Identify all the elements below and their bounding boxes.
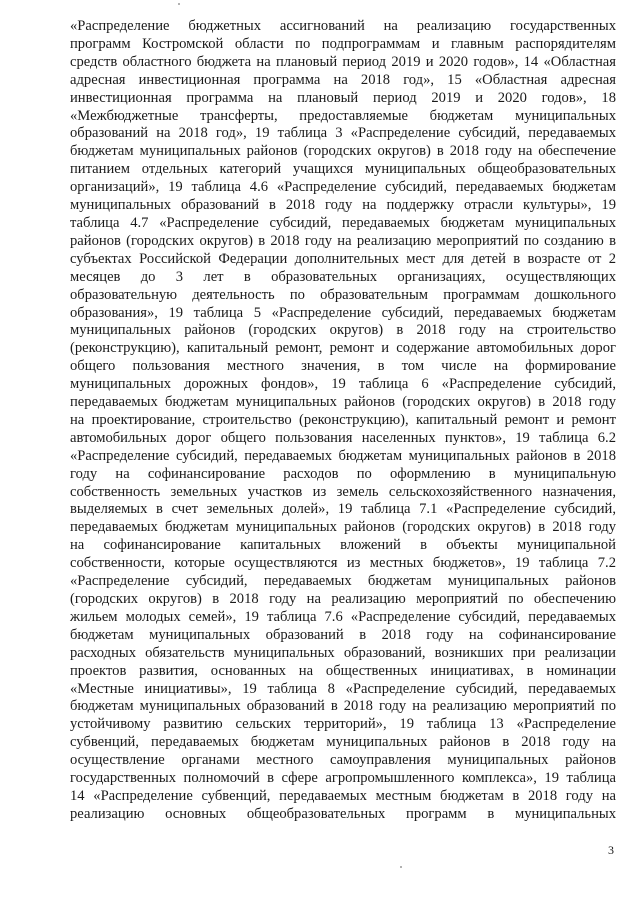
text-line: бюджетам муниципальных районов (городских округов) в 2018 году на обеспечение (70, 143, 616, 160)
page-number: 3 (608, 843, 614, 857)
text-line: автомобильных дорог общего пользования населенных пунктов», 19 таблица 6.2 (70, 429, 616, 446)
text-line: реализацию основных общеобразовательных программ в муниципальных (70, 805, 616, 822)
text-line: «Местные инициативы», 19 таблица 8 «Распределение субсидий, передаваемых (70, 680, 616, 697)
text-line: бюджетам муниципальных образований в 2018 году на реализацию мероприятий по (70, 698, 616, 715)
text-line: расходных обязательств муниципальных образований, возникших при реализации (70, 644, 616, 661)
text-line: общего пользования местного значения, в том числе на формирование (70, 358, 616, 375)
text-line: организаций», 19 таблица 4.6 «Распределение субсидий, передаваемых бюджетам (70, 179, 616, 196)
text-line: проектов развития, основанных на общественных инициативах, в номинации (70, 662, 616, 679)
text-line: передаваемых бюджетам муниципальных районов (городских округов) в 2018 году (70, 394, 616, 411)
text-line: программ Костромской области по подпрограммам и главным распорядителям (70, 35, 616, 52)
text-line: (городских округов) в 2018 году на реализацию мероприятий по обеспечению (70, 591, 616, 607)
text-line: субвенций, передаваемых бюджетам муниципальных районов в 2018 году на (70, 734, 616, 751)
text-line: средств областного бюджета на плановый период 2019 и 2020 годов», 14 «Областная (70, 53, 616, 70)
text-line: 14 «Распределение субвенций, передаваемых местным бюджетам в 2018 году на (70, 787, 616, 804)
text-line: осуществление органами местного самоуправления муниципальных районов (70, 752, 616, 769)
text-line: собственность земельных участков из земель сельскохозяйственного назначения, (70, 483, 616, 500)
text-line: «Межбюджетные трансферты, предоставляемые бюджетам муниципальных (70, 107, 616, 124)
text-line: субъектах Российской Федерации дополнительных мест для детей в возрасте от 2 (70, 250, 616, 267)
text-line: таблица 4.7 «Распределение субсидий, передаваемых бюджетам муниципальных (70, 214, 616, 231)
text-line: образований на 2018 год», 19 таблица 3 «Распределение субсидий, передаваемых (70, 125, 616, 142)
text-line: выделяемых в счет земельных долей», 19 таблица 7.1 «Распределение субсидий, (70, 501, 616, 518)
text-line: инвестиционная программа на плановый период 2019 и 2020 годов», 18 (70, 89, 616, 106)
body-paragraph (70, 18, 616, 824)
text-line: «Распределение бюджетных ассигнований на реализацию государственных (70, 18, 616, 34)
text-line: месяцев до 3 лет в образовательных организациях, осуществляющих (70, 268, 616, 285)
text-line: образовательную деятельность по образовательным программам дошкольного (70, 286, 616, 303)
text-line: районов (городских округов) в 2018 году на реализацию мероприятий по созданию в (70, 232, 616, 249)
text-line: на проектирование, строительство (реконструкцию), капитальный ремонт и ремонт (70, 411, 616, 428)
text-line: образования», 19 таблица 5 «Распределение субсидий, передаваемых бюджетам (70, 304, 616, 321)
text-line: государственных полномочий в сфере агропромышленного комплекса», 19 таблица (70, 770, 616, 787)
text-line: «Распределение субсидий, передаваемых бюджетам муниципальных районов в 2018 (70, 447, 616, 464)
scan-speck (400, 866, 402, 868)
text-line: на софинансирование капитальных вложений в объекты муниципальной (70, 537, 616, 554)
text-line: (реконструкцию), капитальный ремонт, ремонт и содержание автомобильных дорог (70, 340, 616, 357)
text-line: бюджетам муниципальных образований в 2018 году на софинансирование (70, 626, 616, 643)
scan-speck (178, 3, 180, 5)
text-line: муниципальных районов (городских округов) в 2018 году на строительство (70, 322, 616, 339)
text-line: устойчивому развитию сельских территорий», 19 таблица 13 «Распределение (70, 716, 616, 733)
text-line: питанием отдельных категорий учащихся муниципальных общеобразовательных (70, 161, 616, 178)
text-line: адресная инвестиционная программа на 2018 год», 15 «Областная адресная (70, 71, 616, 88)
text-line: жильем молодых семей», 19 таблица 7.6 «Распределение субсидий, передаваемых (70, 608, 616, 625)
text-line: муниципальных дорожных фондов», 19 таблица 6 «Распределение субсидий, (70, 376, 616, 393)
text-line: «Распределение субсидий, передаваемых бюджетам муниципальных районов (70, 573, 616, 590)
text-line: муниципальных образований в 2018 году на поддержку отрасли культуры», 19 (70, 197, 616, 214)
text-line: собственности, которые осуществляются из местных бюджетов», 19 таблица 7.2 (70, 555, 616, 572)
text-line: передаваемых бюджетам муниципальных районов (городских округов) в 2018 году (70, 519, 616, 536)
text-line: году на софинансирование расходов по оформлению в муниципальную (70, 465, 616, 482)
